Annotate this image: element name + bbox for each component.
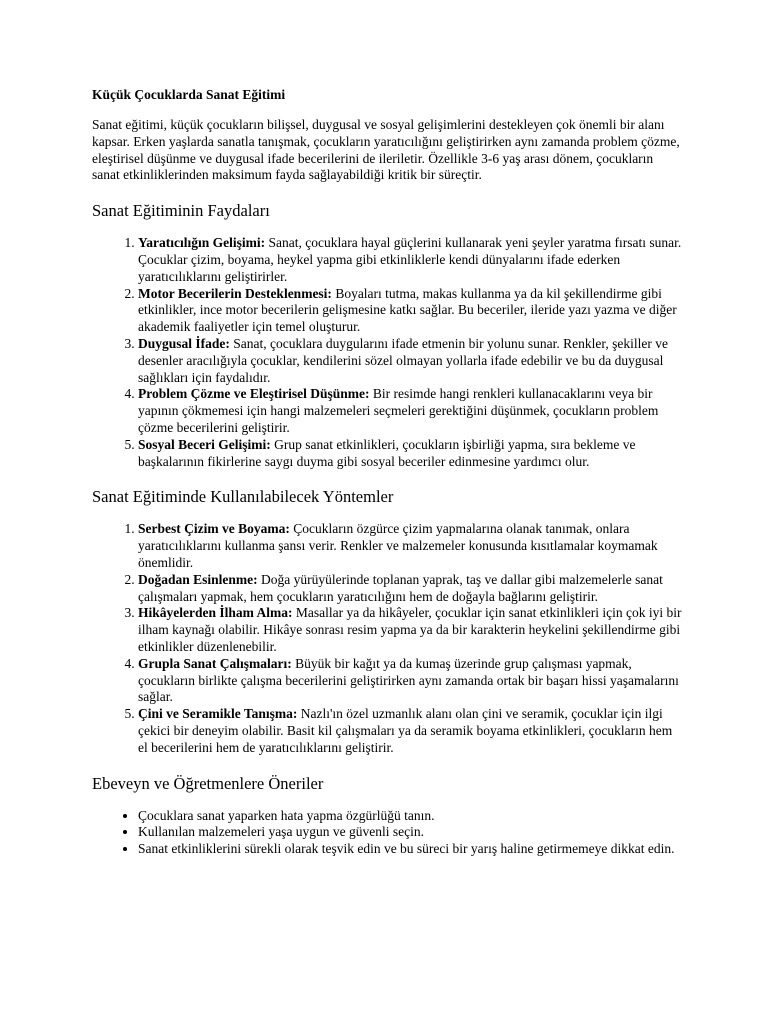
item-term: Problem Çözme ve Eleştirisel Düşünme: bbox=[138, 386, 370, 402]
list-item bbox=[138, 235, 682, 285]
item-term: Motor Becerilerin Desteklenmesi: bbox=[138, 285, 332, 301]
benefits-heading: Sanat Eğitiminin Faydaları bbox=[92, 201, 270, 221]
list-item bbox=[138, 521, 682, 571]
item-text: Büyük bir kağıt ya da kumaş üzerinde grup çalışması yapmak, çocukların birlikte çalışma becerilerini geliştirirken aynı zamanda ortak bir başarı hissi yaşamalarını sağlar. bbox=[138, 655, 679, 705]
benefits-list bbox=[92, 235, 682, 470]
list-item bbox=[138, 336, 682, 386]
item-text: Doğa yürüyülerinde toplanan yaprak, taş ve dallar gibi malzemelerle sanat çalışmaları yapmak, hem çocukların yaratıcılığını hem de doğayla bağlarını geliştirir. bbox=[138, 571, 663, 604]
item-term: Doğadan Esinlenme: bbox=[138, 571, 258, 587]
item-text: Grup sanat etkinlikleri, çocukların işbirliği yapma, sıra bekleme ve başkalarının fikirlerine saygı duyma gibi sosyal beceriler edinmesine yardımcı olur. bbox=[138, 436, 636, 469]
item-term: Duygusal İfade: bbox=[138, 335, 230, 351]
item-term: Sosyal Beceri Gelişimi: bbox=[138, 436, 271, 452]
item-term: Serbest Çizim ve Boyama: bbox=[138, 521, 290, 537]
item-term: Grupla Sanat Çalışmaları: bbox=[138, 655, 292, 671]
item-text: Sanat, çocuklara duygularını ifade etmenin bir yolunu sunar. Renkler, şekiller ve desenler aracılığıyla çocuklar, kendilerini sözel olmayan yollarla ifade edebilir ve bu da duygusal sağlıkları için faydalıdır. bbox=[138, 335, 668, 385]
item-text: Masallar ya da hikâyeler, çocuklar için sanat etkinlikleri için çok iyi bir ilham kaynağı olabilir. Hikâye sonrası resim yapma ya da bir karakterin heykelini şekillendirme gibi etkinlikler düzenlenebilir. bbox=[138, 605, 682, 654]
list-item bbox=[138, 286, 682, 336]
list-item: • Kullanılan malzemeleri yaşa uygun ve güvenli seçin. bbox=[138, 824, 682, 841]
tips-heading: Ebeveyn ve Öğretmenlere Öneriler bbox=[92, 773, 324, 793]
list-item bbox=[138, 656, 682, 706]
list-item bbox=[138, 437, 682, 471]
item-term: Yaratıcılığın Gelişimi: bbox=[138, 235, 266, 251]
item-text: Bir resimde hangi renkleri kullanacaklarını veya bir yapının çökmemesi için hangi malzemeleri seçmeleri gerektiğini düşünmek, çocukların problem çözme becerilerini geliştirir. bbox=[138, 386, 659, 435]
list-item bbox=[138, 572, 682, 606]
list-item bbox=[138, 706, 682, 756]
item-term: Çini ve Seramikle Tanışma: bbox=[138, 706, 298, 722]
methods-heading: Sanat Eğitiminde Kullanılabilecek Yöntemler bbox=[92, 487, 394, 507]
list-item: • Sanat etkinliklerini sürekli olarak teşvik edin ve bu süreci bir yarış haline getirmemeye dikkat edin. bbox=[138, 841, 682, 858]
list-item: • Çocuklara sanat yaparken hata yapma özgürlüğü tanın. bbox=[138, 808, 682, 825]
list-item bbox=[138, 386, 682, 436]
item-term: Hikâyelerden İlham Alma: bbox=[138, 605, 293, 621]
item-text: Çocukların özgürce çizim yapmalarına olanak tanımak, onlara yaratıcılıklarını kullanma şansı verir. Renkler ve malzemeler konusunda kısıtlamalar koymamak önemlidir. bbox=[138, 521, 658, 570]
list-item bbox=[138, 605, 682, 655]
item-text: Sanat, çocuklara hayal güçlerini kullanarak yeni şeyler yaratma fırsatı sunar. Çocuklar çizim, boyama, heykel yapma gibi etkinliklerle kendi dünyalarını ifade ederken yaratıcılıklarını geliştirirler. bbox=[138, 235, 682, 284]
tips-list bbox=[92, 808, 682, 858]
item-text: Nazlı'ın özel uzmanlık alanı olan çini ve seramik, çocuklar için ilgi çekici bir deneyim olabilir. Basit kil çalışmaları ya da seramik boyama etkinlikleri, çocukların hem el becerilerini hem de yaratıcılıklarını geliştirir. bbox=[138, 706, 673, 755]
document-title: Küçük Çocuklarda Sanat Eğitimi bbox=[92, 87, 286, 102]
document-content bbox=[92, 86, 682, 858]
item-text: Boyaları tutma, makas kullanma ya da kil şekillendirme gibi etkinlikler, ince motor becerilerin gelişmesine katkı sağlar. Bu beceriler, ileride yazı yazma ve diğer akademik faaliyetler için temel oluşturur. bbox=[138, 285, 677, 335]
methods-list bbox=[92, 521, 682, 756]
intro-paragraph: Sanat eğitimi, küçük çocukların bilişsel, duygusal ve sosyal gelişimlerini destekleyen çok önemli bir alanı kapsar. Erken yaşlarda sanatla tanışmak, çocukların yaratıcılığını geliştirirken aynı zamanda problem çözme, eleştirisel düşünme ve duygusal ifade becerilerini de ileriletir. Özellikle 3-6 yaş arası dönem, çocukların sanat etkinliklerinden maksimum fayda sağlayabildiği kritik bir süreçtir. bbox=[92, 117, 680, 183]
